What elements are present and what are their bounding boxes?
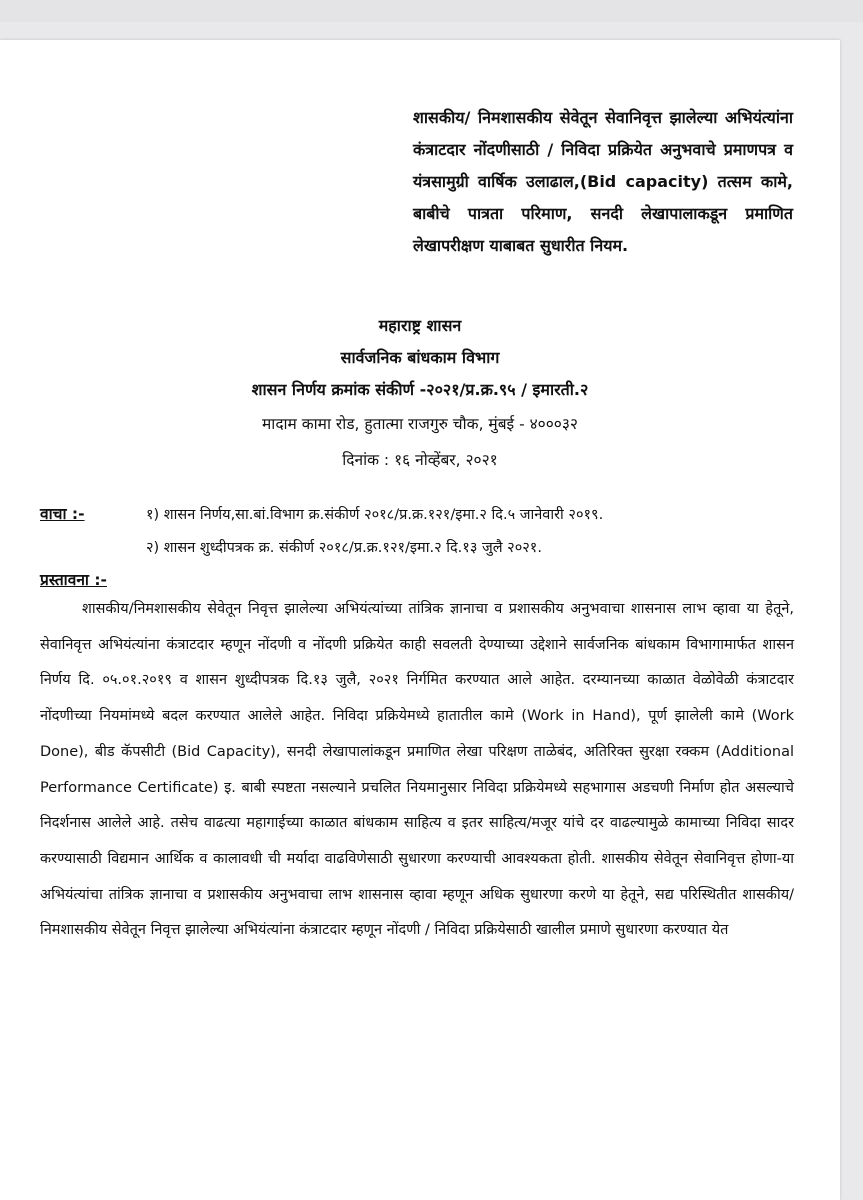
preamble-label: प्रस्तावना :- xyxy=(40,571,107,589)
document-page xyxy=(0,40,840,1200)
office-address: मादाम कामा रोड, हुतात्मा राजगुरु चौक, मुंबई - ४०००३२ xyxy=(262,415,578,433)
viewer-top-bar xyxy=(0,0,863,22)
reference-item: १) शासन निर्णय,सा.बां.विभाग क्र.संकीर्ण २०१८/प्र.क्र.१२१/इमा.२ दि.५ जानेवारी २०१९. xyxy=(146,507,604,523)
gr-number: शासन निर्णय क्रमांक संकीर्ण -२०२१/प्र.क्र.९५ / इमारती.२ xyxy=(251,380,589,399)
read-label: वाचा :- xyxy=(40,505,85,523)
department-name: सार्वजनिक बांधकाम विभाग xyxy=(340,348,500,367)
subject-heading: शासकीय/ निमशासकीय सेवेतून सेवानिवृत्त झालेल्या अभियंत्यांना कंत्राटदार नोंदणीसाठी / निविदा प्रक्रियेत अनुभवाचे प्रमाणपत्र व यंत्रसामुग्री वार्षिक उलाढाल,(Bid capacity) तत्सम कामे, बाबीचे पात्रता परिमाण, सनदी लेखापालाकडून प्रमाणित लेखापरीक्षण याबाबत सुधारीत नियम. xyxy=(413,108,793,255)
government-name: महाराष्ट्र शासन xyxy=(378,316,462,335)
reference-item: २) शासन शुध्दीपत्रक क्र. संकीर्ण २०१८/प्र.क्र.१२१/इमा.२ दि.१३ जुलै २०२१. xyxy=(146,540,542,556)
document-date: दिनांक : १६ नोव्हेंबर, २०२१ xyxy=(342,451,498,469)
preamble-paragraph: शासकीय/निमशासकीय सेवेतून निवृत्त झालेल्या अभियंत्यांच्या तांत्रिक ज्ञानाचा व प्रशासकीय अनुभवाचा शासनास लाभ व्हावा या हेतूने, सेवानिवृत्त अभियंत्यांना कंत्राटदार म्हणून नोंदणी व नोंदणी प्रक्रियेत काही सवलती देण्याच्या उद्देशाने सार्वजनिक बांधकाम विभागामार्फत शासन निर्णय दि. ०५.०१.२०१९ व शासन शुध्दीपत्रक दि.१३ जुलै, २०२१ निर्गमित करण्यात आले आहेत. दरम्यानच्या काळात वेळोवेळी कंत्राटदार नोंदणीच्या नियमांमध्ये बदल करण्यात आलेले आहेत. निविदा प्रक्रियेमध्ये हातातील कामे (Work in Hand), पूर्ण झालेली कामे (Work Done), बीड कॅपसीटी (Bid Capacity), सनदी लेखापालांकडून प्रमाणित लेखा परिक्षण ताळेबंद, अतिरिक्त सुरक्षा रक्कम (Additional Performance Certificate) इ. बाबी स्पष्टता नसल्याने प्रचलित नियमानुसार निविदा प्रक्रियेमध्ये सहभागास अडचणी निर्माण होत असल्याचे निदर्शनास आलेले आहे. तसेच वाढत्या महागाईच्या काळात बांधकाम साहित्य व इतर साहित्य/मजूर यांचे दर वाढल्यामुळे कामाच्या निविदा सादर करण्यासाठी विद्यमान आर्थिक व कालावधी ची मर्यादा वाढविणेसाठी सुधारणा करण्याची आवश्यकता होती. शासकीय सेवेतून सेवानिवृत्त होणा-या अभियंत्यांचा तांत्रिक ज्ञानाचा व प्रशासकीय अनुभवाचा लाभ शासनास व्हावा म्हणून अधिक सुधारणा करणे या हेतूने, सद्य परिस्थितीत शासकीय/निमशासकीय सेवेतून निवृत्त झालेल्या अभियंत्यांना कंत्राटदार म्हणून नोंदणी / निविदा प्रक्रियेसाठी खालील प्रमाणे सुधारणा करण्यात येत xyxy=(40,601,794,939)
